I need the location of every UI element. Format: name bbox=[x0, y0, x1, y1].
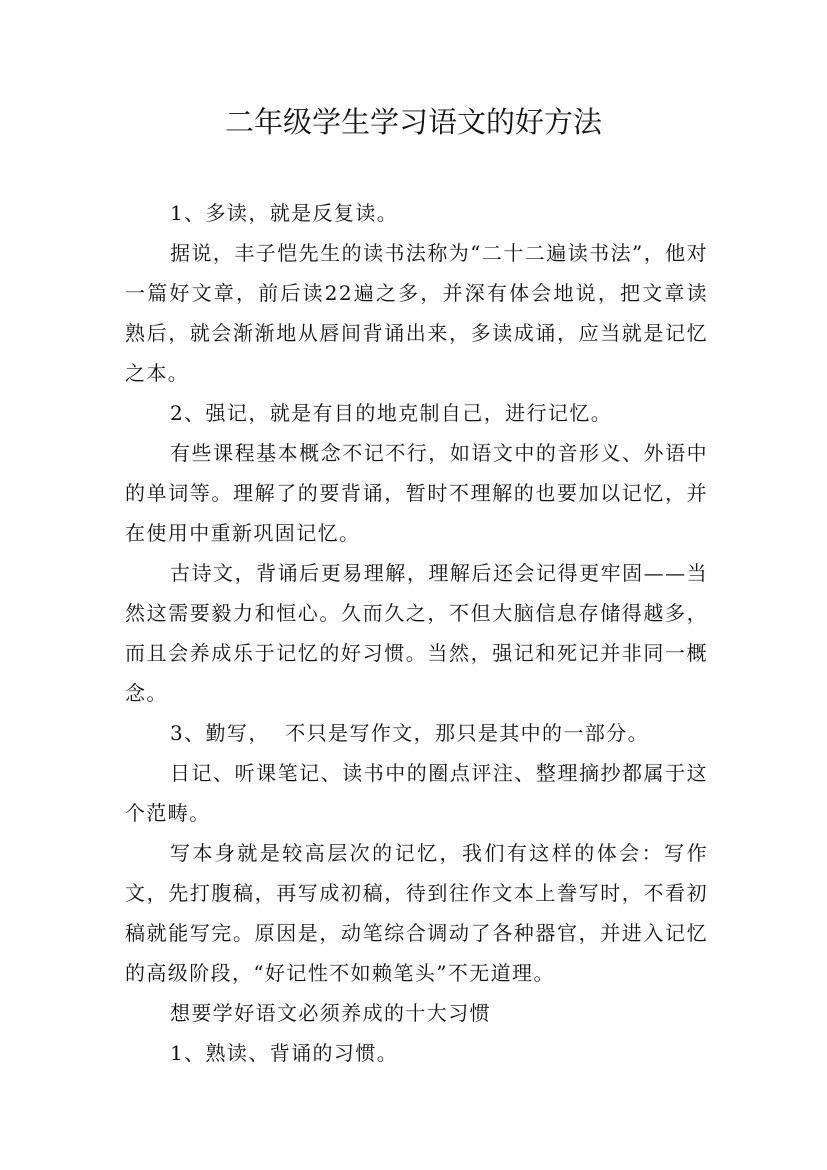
paragraph-1: 1、多读，就是反复读。 bbox=[170, 201, 399, 225]
paragraph-6: 3、勤写， 不只是写作文，那只是其中的一部分。 bbox=[170, 721, 650, 745]
paragraph-3: 2、强记，就是有目的地克制自己，进行记忆。 bbox=[170, 401, 613, 425]
document-title: 二年级学生学习语文的好方法 bbox=[224, 105, 602, 139]
document-body bbox=[125, 193, 708, 1073]
paragraph-10: 1、熟读、背诵的习惯。 bbox=[170, 1041, 399, 1065]
paragraph-9: 想要学好语文必须养成的十大习惯 bbox=[170, 1001, 491, 1025]
paragraph-8: 写本身就是较高层次的记忆，我们有这样的体会：写作文，先打腹稿，再写成初稿，待到往作文本上誊写时，不看初稿就能写完。原因是，动笔综合调动了各种器官，并进入记忆的高级阶段，“好记性不如赖笔头”不无道理。 bbox=[125, 841, 708, 985]
paragraph-4: 有些课程基本概念不记不行，如语文中的音形义、外语中的单词等。理解了的要背诵，暂时不理解的也要加以记忆，并在使用中重新巩固记忆。 bbox=[125, 441, 708, 545]
paragraph-5: 古诗文，背诵后更易理解，理解后还会记得更牢固——当然这需要毅力和恒心。久而久之，不但大脑信息存储得越多，而且会养成乐于记忆的好习惯。当然，强记和死记并非同一概念。 bbox=[125, 561, 708, 705]
paragraph-2: 据说，丰子恺先生的读书法称为“二十二遍读书法”，他对一篇好文章，前后读22遍之多，并深有体会地说，把文章读熟后，就会渐渐地从唇间背诵出来，多读成诵，应当就是记忆之本。 bbox=[125, 241, 708, 385]
paragraph-7: 日记、听课笔记、读书中的圈点评注、整理摘抄都属于这个范畴。 bbox=[125, 761, 708, 825]
